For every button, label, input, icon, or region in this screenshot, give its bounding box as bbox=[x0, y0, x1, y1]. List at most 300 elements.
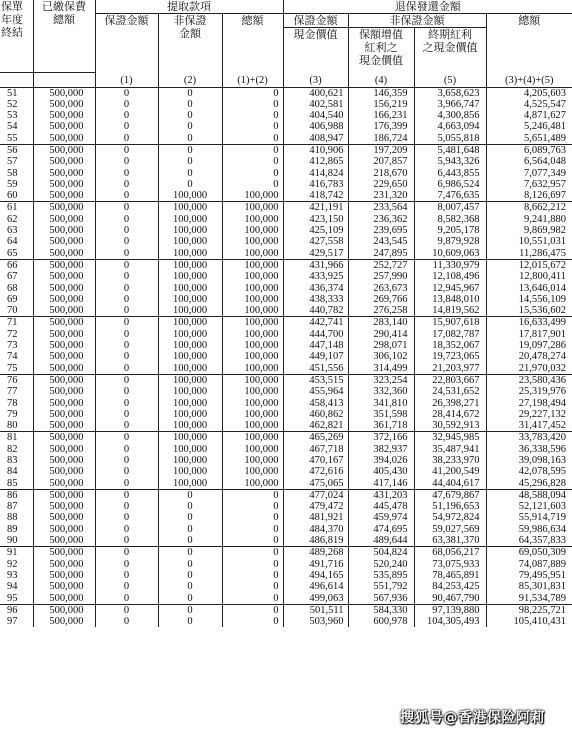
cell-surrender-total: 17,817,901 bbox=[518, 328, 566, 340]
cell-withdrawal-non-guaranteed: 100,000 bbox=[158, 236, 222, 247]
cell-terminal-bonus: 47,679,867 bbox=[414, 489, 486, 501]
table-row bbox=[0, 478, 572, 490]
cell-cash-value: 423,150 bbox=[283, 214, 348, 225]
cell-withdrawal-total: 100,000 bbox=[222, 455, 283, 466]
cell-withdrawal-total: 100,000 bbox=[222, 214, 283, 225]
cell-surrender-total: 5,246,481 bbox=[524, 121, 566, 133]
cell-total-paid: 500,000 bbox=[33, 570, 95, 581]
cell-surrender-total: 5,651,489 bbox=[486, 133, 572, 145]
table-row bbox=[0, 535, 572, 547]
cell-terminal-bonus: 104,305,493 bbox=[414, 616, 486, 627]
cell-policy-year: 68 bbox=[0, 283, 33, 294]
cell-withdrawal-total: 100,000 bbox=[222, 409, 283, 420]
cell-policy-year: 72 bbox=[0, 329, 33, 340]
cell-surrender-total: 45,296,828 bbox=[486, 478, 572, 490]
cell-withdrawal-non-guaranteed: 0 bbox=[158, 110, 222, 121]
cell-withdrawal-guaranteed: 0 bbox=[95, 455, 158, 466]
cell-terminal-bonus: 17,082,787 bbox=[414, 329, 486, 340]
cell-cash-value: 479,472 bbox=[283, 501, 348, 512]
column-index-label bbox=[33, 72, 95, 87]
cell-surrender-total: 21,970,032 bbox=[486, 363, 572, 375]
cell-withdrawal-non-guaranteed: 100,000 bbox=[158, 455, 222, 466]
cell-withdrawal-guaranteed: 0 bbox=[95, 156, 158, 167]
cell-reversionary-bonus: 535,895 bbox=[348, 570, 414, 581]
cell-withdrawal-guaranteed: 0 bbox=[95, 570, 158, 581]
cell-withdrawal-total: 0 bbox=[222, 581, 283, 592]
cell-withdrawal-total: 100,000 bbox=[222, 248, 283, 260]
cell-policy-year: 51 bbox=[0, 87, 33, 99]
cell-withdrawal-non-guaranteed: 100,000 bbox=[158, 329, 222, 340]
cell-total-paid: 500,000 bbox=[33, 259, 95, 271]
cell-surrender-total: 29,227,132 bbox=[518, 408, 566, 420]
cell-reversionary-bonus: 332,360 bbox=[348, 386, 414, 397]
cell-reversionary-bonus: 474,695 bbox=[348, 524, 414, 535]
cell-cash-value: 433,925 bbox=[283, 271, 348, 282]
cell-reversionary-bonus: 306,102 bbox=[348, 351, 414, 362]
cell-withdrawal-guaranteed: 0 bbox=[95, 283, 158, 294]
cell-policy-year: 89 bbox=[0, 524, 33, 535]
cell-total-paid: 500,000 bbox=[33, 616, 95, 627]
cell-cash-value: 470,167 bbox=[283, 455, 348, 466]
column-index-label: (5) bbox=[414, 72, 486, 87]
cell-withdrawal-total: 0 bbox=[222, 121, 283, 132]
cell-withdrawal-guaranteed: 0 bbox=[95, 214, 158, 225]
cell-total-paid: 500,000 bbox=[33, 168, 95, 179]
cell-terminal-bonus: 9,879,928 bbox=[414, 236, 486, 247]
cell-reversionary-bonus: 445,478 bbox=[348, 501, 414, 512]
cell-terminal-bonus: 6,443,855 bbox=[414, 168, 486, 179]
table-row bbox=[0, 248, 572, 260]
cell-reversionary-bonus: 520,240 bbox=[348, 559, 414, 570]
cell-reversionary-bonus: 207,857 bbox=[348, 156, 414, 167]
cell-withdrawal-non-guaranteed: 100,000 bbox=[158, 294, 222, 305]
cell-withdrawal-non-guaranteed: 0 bbox=[158, 179, 222, 190]
cell-policy-year: 97 bbox=[0, 616, 33, 627]
cell-terminal-bonus: 6,986,524 bbox=[414, 179, 486, 190]
cell-withdrawal-non-guaranteed: 0 bbox=[158, 559, 222, 570]
cell-surrender-total: 52,121,603 bbox=[518, 501, 566, 513]
cell-withdrawal-non-guaranteed: 100,000 bbox=[158, 466, 222, 477]
cell-total-paid: 500,000 bbox=[33, 535, 95, 547]
cell-withdrawal-total: 0 bbox=[222, 559, 283, 570]
cell-withdrawal-guaranteed: 0 bbox=[95, 524, 158, 535]
cell-cash-value: 503,960 bbox=[283, 616, 348, 627]
cell-reversionary-bonus: 314,499 bbox=[348, 363, 414, 375]
table-row bbox=[0, 604, 572, 616]
cell-surrender-total: 105,410,431 bbox=[513, 616, 566, 628]
cell-surrender-total: 6,564,048 bbox=[524, 156, 566, 168]
cell-withdrawal-guaranteed: 0 bbox=[95, 202, 158, 214]
cell-reversionary-bonus: 218,670 bbox=[348, 168, 414, 179]
table-row bbox=[0, 409, 572, 420]
cell-withdrawal-total: 100,000 bbox=[222, 386, 283, 397]
cell-terminal-bonus: 26,398,271 bbox=[414, 398, 486, 409]
cell-withdrawal-non-guaranteed: 0 bbox=[158, 604, 222, 616]
cell-total-paid: 500,000 bbox=[33, 386, 95, 397]
cell-withdrawal-guaranteed: 0 bbox=[95, 559, 158, 570]
table-row bbox=[0, 329, 572, 340]
cell-policy-year: 90 bbox=[0, 535, 33, 547]
table-row bbox=[0, 489, 572, 501]
cell-policy-year: 66 bbox=[0, 259, 33, 271]
cell-withdrawal-non-guaranteed: 100,000 bbox=[158, 259, 222, 271]
cell-terminal-bonus: 19,723,065 bbox=[414, 351, 486, 362]
cell-withdrawal-total: 0 bbox=[222, 168, 283, 179]
cell-terminal-bonus: 8,582,368 bbox=[414, 214, 486, 225]
column-index-label: (1)+(2) bbox=[222, 72, 283, 87]
cell-surrender-total: 11,286,475 bbox=[486, 248, 572, 260]
cell-withdrawal-total: 100,000 bbox=[222, 305, 283, 317]
cell-withdrawal-non-guaranteed: 0 bbox=[158, 581, 222, 592]
cell-surrender-total: 19,097,286 bbox=[518, 340, 566, 352]
table-row bbox=[0, 374, 572, 386]
cell-terminal-bonus: 3,658,623 bbox=[414, 87, 486, 99]
table-row bbox=[0, 110, 572, 121]
cell-withdrawal-non-guaranteed: 0 bbox=[158, 535, 222, 547]
cell-total-paid: 500,000 bbox=[33, 329, 95, 340]
cell-withdrawal-total: 100,000 bbox=[222, 283, 283, 294]
cell-terminal-bonus: 15,907,618 bbox=[414, 317, 486, 329]
cell-terminal-bonus: 8,007,457 bbox=[414, 202, 486, 214]
cell-total-paid: 500,000 bbox=[33, 271, 95, 282]
cell-reversionary-bonus: 247,895 bbox=[348, 248, 414, 260]
cell-surrender-total: 36,338,596 bbox=[518, 443, 566, 455]
cell-terminal-bonus: 5,481,648 bbox=[414, 144, 486, 156]
cell-cash-value: 486,819 bbox=[283, 535, 348, 547]
table-row bbox=[0, 294, 572, 305]
column-index-label: (1) bbox=[95, 72, 158, 87]
cell-terminal-bonus: 24,531,652 bbox=[414, 386, 486, 397]
cell-withdrawal-guaranteed: 0 bbox=[95, 466, 158, 477]
cell-policy-year: 77 bbox=[0, 386, 33, 397]
cell-terminal-bonus: 4,300,856 bbox=[414, 110, 486, 121]
cell-withdrawal-total: 0 bbox=[222, 87, 283, 99]
cell-terminal-bonus: 90,467,790 bbox=[414, 593, 486, 605]
cell-withdrawal-guaranteed: 0 bbox=[95, 420, 158, 432]
cell-cash-value: 447,148 bbox=[283, 340, 348, 351]
cell-withdrawal-non-guaranteed: 100,000 bbox=[158, 202, 222, 214]
cell-withdrawal-guaranteed: 0 bbox=[95, 248, 158, 260]
cell-total-paid: 500,000 bbox=[33, 305, 95, 317]
cell-total-paid: 500,000 bbox=[33, 478, 95, 490]
cell-cash-value: 481,921 bbox=[283, 512, 348, 523]
cell-reversionary-bonus: 276,258 bbox=[348, 305, 414, 317]
table-row bbox=[0, 340, 572, 351]
cell-terminal-bonus: 84,253,425 bbox=[414, 581, 486, 592]
table-row bbox=[0, 501, 572, 512]
cell-withdrawal-total: 100,000 bbox=[222, 351, 283, 362]
cell-reversionary-bonus: 269,766 bbox=[348, 294, 414, 305]
cell-terminal-bonus: 44,404,617 bbox=[414, 478, 486, 490]
cell-total-paid: 500,000 bbox=[33, 133, 95, 145]
cell-reversionary-bonus: 382,937 bbox=[348, 444, 414, 455]
table-row bbox=[0, 455, 572, 466]
cell-total-paid: 500,000 bbox=[33, 593, 95, 605]
table-row bbox=[0, 444, 572, 455]
table-row bbox=[0, 593, 572, 605]
cell-surrender-total: 20,478,274 bbox=[518, 351, 566, 363]
cell-reversionary-bonus: 551,792 bbox=[348, 581, 414, 592]
cell-reversionary-bonus: 584,330 bbox=[348, 604, 414, 616]
cell-withdrawal-total: 100,000 bbox=[222, 340, 283, 351]
cell-total-paid: 500,000 bbox=[33, 409, 95, 420]
cell-policy-year: 56 bbox=[0, 144, 33, 156]
cell-cash-value: 489,268 bbox=[283, 547, 348, 559]
cell-total-paid: 500,000 bbox=[33, 489, 95, 501]
cell-policy-year: 95 bbox=[0, 593, 33, 605]
header-s-guaranteed: 保證金額 bbox=[283, 14, 348, 28]
cell-terminal-bonus: 9,205,178 bbox=[414, 225, 486, 236]
cell-withdrawal-guaranteed: 0 bbox=[95, 99, 158, 110]
cell-cash-value: 449,107 bbox=[283, 351, 348, 362]
cell-surrender-total: 8,662,212 bbox=[524, 202, 566, 214]
cell-withdrawal-non-guaranteed: 100,000 bbox=[158, 409, 222, 420]
cell-terminal-bonus: 54,972,824 bbox=[414, 512, 486, 523]
cell-withdrawal-total: 100,000 bbox=[222, 363, 283, 375]
cell-withdrawal-non-guaranteed: 100,000 bbox=[158, 420, 222, 432]
cell-withdrawal-total: 0 bbox=[222, 489, 283, 501]
cell-withdrawal-total: 0 bbox=[222, 156, 283, 167]
cell-withdrawal-non-guaranteed: 100,000 bbox=[158, 351, 222, 362]
cell-total-paid: 500,000 bbox=[33, 340, 95, 351]
cell-withdrawal-guaranteed: 0 bbox=[95, 604, 158, 616]
table-row bbox=[0, 156, 572, 167]
cell-withdrawal-guaranteed: 0 bbox=[95, 432, 158, 444]
cell-withdrawal-total: 0 bbox=[222, 133, 283, 145]
cell-withdrawal-non-guaranteed: 100,000 bbox=[158, 340, 222, 351]
cell-total-paid: 500,000 bbox=[33, 121, 95, 132]
cell-policy-year: 79 bbox=[0, 409, 33, 420]
header-policy-year: 保單 年度 終結 bbox=[0, 0, 33, 72]
cell-terminal-bonus: 3,966,747 bbox=[414, 99, 486, 110]
table-row bbox=[0, 144, 572, 156]
cell-surrender-total: 91,534,789 bbox=[486, 593, 572, 605]
cell-cash-value: 462,821 bbox=[283, 420, 348, 432]
cell-withdrawal-guaranteed: 0 bbox=[95, 110, 158, 121]
cell-withdrawal-non-guaranteed: 0 bbox=[158, 99, 222, 110]
cell-withdrawal-guaranteed: 0 bbox=[95, 236, 158, 247]
cell-cash-value: 458,413 bbox=[283, 398, 348, 409]
cell-surrender-total: 4,205,603 bbox=[524, 87, 566, 99]
cell-withdrawal-total: 100,000 bbox=[222, 444, 283, 455]
cell-surrender-total: 48,588,094 bbox=[518, 489, 566, 501]
cell-withdrawal-total: 0 bbox=[222, 604, 283, 616]
cell-total-paid: 500,000 bbox=[33, 202, 95, 214]
table-row bbox=[0, 466, 572, 477]
cell-withdrawal-guaranteed: 0 bbox=[95, 305, 158, 317]
cell-policy-year: 67 bbox=[0, 271, 33, 282]
cell-policy-year: 88 bbox=[0, 512, 33, 523]
cell-reversionary-bonus: 431,203 bbox=[348, 489, 414, 501]
cell-cash-value: 425,109 bbox=[283, 225, 348, 236]
cell-terminal-bonus: 7,476,635 bbox=[414, 190, 486, 202]
cell-withdrawal-non-guaranteed: 100,000 bbox=[158, 386, 222, 397]
cell-cash-value: 438,333 bbox=[283, 294, 348, 305]
table-row bbox=[0, 133, 572, 145]
cell-withdrawal-guaranteed: 0 bbox=[95, 363, 158, 375]
cell-withdrawal-total: 0 bbox=[222, 547, 283, 559]
cell-withdrawal-total: 0 bbox=[222, 616, 283, 627]
cell-withdrawal-non-guaranteed: 100,000 bbox=[158, 283, 222, 294]
table-row bbox=[0, 420, 572, 432]
cell-withdrawal-total: 100,000 bbox=[222, 432, 283, 444]
cell-terminal-bonus: 30,592,913 bbox=[414, 420, 486, 432]
cell-reversionary-bonus: 405,430 bbox=[348, 466, 414, 477]
cell-withdrawal-guaranteed: 0 bbox=[95, 593, 158, 605]
column-index-label: (3) bbox=[283, 72, 348, 87]
cell-reversionary-bonus: 298,071 bbox=[348, 340, 414, 351]
cell-cash-value: 404,540 bbox=[283, 110, 348, 121]
cell-total-paid: 500,000 bbox=[33, 225, 95, 236]
cell-total-paid: 500,000 bbox=[33, 248, 95, 260]
cell-withdrawal-non-guaranteed: 0 bbox=[158, 616, 222, 627]
cell-policy-year: 75 bbox=[0, 363, 33, 375]
table-row bbox=[0, 398, 572, 409]
cell-reversionary-bonus: 186,724 bbox=[348, 133, 414, 145]
cell-cash-value: 418,742 bbox=[283, 190, 348, 202]
cell-withdrawal-total: 0 bbox=[222, 179, 283, 190]
cell-withdrawal-total: 100,000 bbox=[222, 466, 283, 477]
cell-withdrawal-total: 0 bbox=[222, 99, 283, 110]
cell-withdrawal-total: 0 bbox=[222, 512, 283, 523]
header-cash-value: 現金價值 bbox=[283, 28, 348, 73]
cell-policy-year: 84 bbox=[0, 466, 33, 477]
cell-policy-year: 93 bbox=[0, 570, 33, 581]
cell-cash-value: 460,862 bbox=[283, 409, 348, 420]
cell-withdrawal-total: 100,000 bbox=[222, 329, 283, 340]
cell-total-paid: 500,000 bbox=[33, 214, 95, 225]
cell-surrender-total: 9,241,880 bbox=[524, 213, 566, 225]
cell-reversionary-bonus: 239,695 bbox=[348, 225, 414, 236]
table-row bbox=[0, 283, 572, 294]
cell-reversionary-bonus: 489,644 bbox=[348, 535, 414, 547]
cell-withdrawal-guaranteed: 0 bbox=[95, 259, 158, 271]
cell-withdrawal-guaranteed: 0 bbox=[95, 190, 158, 202]
cell-withdrawal-non-guaranteed: 100,000 bbox=[158, 305, 222, 317]
cell-cash-value: 400,621 bbox=[283, 87, 348, 99]
cell-total-paid: 500,000 bbox=[33, 444, 95, 455]
cell-policy-year: 86 bbox=[0, 489, 33, 501]
cell-withdrawal-guaranteed: 0 bbox=[95, 317, 158, 329]
cell-policy-year: 74 bbox=[0, 351, 33, 362]
cell-withdrawal-total: 100,000 bbox=[222, 271, 283, 282]
cell-total-paid: 500,000 bbox=[33, 294, 95, 305]
cell-terminal-bonus: 22,803,667 bbox=[414, 374, 486, 386]
cell-policy-year: 69 bbox=[0, 294, 33, 305]
cell-total-paid: 500,000 bbox=[33, 581, 95, 592]
cell-policy-year: 64 bbox=[0, 236, 33, 247]
cell-withdrawal-total: 100,000 bbox=[222, 259, 283, 271]
cell-reversionary-bonus: 341,810 bbox=[348, 398, 414, 409]
cell-withdrawal-guaranteed: 0 bbox=[95, 409, 158, 420]
cell-withdrawal-total: 100,000 bbox=[222, 420, 283, 432]
cell-reversionary-bonus: 146,359 bbox=[348, 87, 414, 99]
table-row bbox=[0, 616, 572, 627]
cell-policy-year: 58 bbox=[0, 168, 33, 179]
cell-withdrawal-non-guaranteed: 100,000 bbox=[158, 271, 222, 282]
cell-withdrawal-non-guaranteed: 0 bbox=[158, 133, 222, 145]
cell-policy-year: 53 bbox=[0, 110, 33, 121]
cell-cash-value: 421,191 bbox=[283, 202, 348, 214]
table-row bbox=[0, 363, 572, 375]
cell-cash-value: 453,515 bbox=[283, 374, 348, 386]
cell-surrender-total: 42,078,595 bbox=[518, 466, 566, 478]
cell-terminal-bonus: 12,945,967 bbox=[414, 283, 486, 294]
cell-total-paid: 500,000 bbox=[33, 363, 95, 375]
cell-withdrawal-guaranteed: 0 bbox=[95, 512, 158, 523]
cell-cash-value: 436,374 bbox=[283, 283, 348, 294]
cell-policy-year: 92 bbox=[0, 559, 33, 570]
cell-withdrawal-total: 0 bbox=[222, 593, 283, 605]
cell-withdrawal-guaranteed: 0 bbox=[95, 581, 158, 592]
cell-withdrawal-non-guaranteed: 100,000 bbox=[158, 398, 222, 409]
cell-total-paid: 500,000 bbox=[33, 559, 95, 570]
cell-withdrawal-guaranteed: 0 bbox=[95, 329, 158, 340]
cell-total-paid: 500,000 bbox=[33, 512, 95, 523]
header-w-total: 總額 bbox=[222, 14, 283, 73]
cell-withdrawal-total: 0 bbox=[222, 570, 283, 581]
table-row bbox=[0, 432, 572, 444]
table-row bbox=[0, 570, 572, 581]
cell-withdrawal-total: 0 bbox=[222, 535, 283, 547]
cell-surrender-total: 98,225,721 bbox=[518, 604, 566, 616]
cell-total-paid: 500,000 bbox=[33, 156, 95, 167]
cell-terminal-bonus: 13,848,010 bbox=[414, 294, 486, 305]
cell-cash-value: 467,718 bbox=[283, 444, 348, 455]
table-row bbox=[0, 99, 572, 110]
cell-surrender-total: 16,633,499 bbox=[518, 317, 566, 329]
cell-surrender-total: 4,871,627 bbox=[524, 110, 566, 122]
cell-withdrawal-total: 100,000 bbox=[222, 236, 283, 247]
cell-surrender-total: 9,869,982 bbox=[524, 225, 566, 237]
cell-terminal-bonus: 21,203,977 bbox=[414, 363, 486, 375]
cell-total-paid: 500,000 bbox=[33, 604, 95, 616]
header-w-guaranteed: 保證金額 bbox=[95, 14, 158, 73]
cell-policy-year: 62 bbox=[0, 214, 33, 225]
table-row bbox=[0, 179, 572, 190]
cell-terminal-bonus: 12,108,496 bbox=[414, 271, 486, 282]
cell-total-paid: 500,000 bbox=[33, 524, 95, 535]
cell-reversionary-bonus: 459,974 bbox=[348, 512, 414, 523]
cell-withdrawal-non-guaranteed: 0 bbox=[158, 524, 222, 535]
cell-policy-year: 54 bbox=[0, 121, 33, 132]
cell-reversionary-bonus: 229,650 bbox=[348, 179, 414, 190]
cell-cash-value: 442,741 bbox=[283, 317, 348, 329]
cell-reversionary-bonus: 166,231 bbox=[348, 110, 414, 121]
cell-surrender-total: 6,089,763 bbox=[524, 144, 566, 156]
cell-total-paid: 500,000 bbox=[33, 99, 95, 110]
cell-cash-value: 451,556 bbox=[283, 363, 348, 375]
header-total-paid: 已繳保費 總額 bbox=[33, 0, 95, 72]
cell-withdrawal-guaranteed: 0 bbox=[95, 225, 158, 236]
cell-withdrawal-non-guaranteed: 100,000 bbox=[158, 214, 222, 225]
cell-policy-year: 82 bbox=[0, 444, 33, 455]
column-index-label: (4) bbox=[348, 72, 414, 87]
cell-withdrawal-non-guaranteed: 0 bbox=[158, 156, 222, 167]
table-row bbox=[0, 190, 572, 202]
cell-cash-value: 496,614 bbox=[283, 581, 348, 592]
cell-policy-year: 73 bbox=[0, 340, 33, 351]
cell-policy-year: 83 bbox=[0, 455, 33, 466]
cell-terminal-bonus: 10,609,063 bbox=[414, 248, 486, 260]
cell-cash-value: 408,947 bbox=[283, 133, 348, 145]
cell-reversionary-bonus: 252,727 bbox=[348, 259, 414, 271]
table-row bbox=[0, 214, 572, 225]
cell-total-paid: 500,000 bbox=[33, 87, 95, 99]
cell-withdrawal-guaranteed: 0 bbox=[95, 271, 158, 282]
table-row bbox=[0, 581, 572, 592]
column-index-label: (3)+(4)+(5) bbox=[486, 72, 572, 87]
